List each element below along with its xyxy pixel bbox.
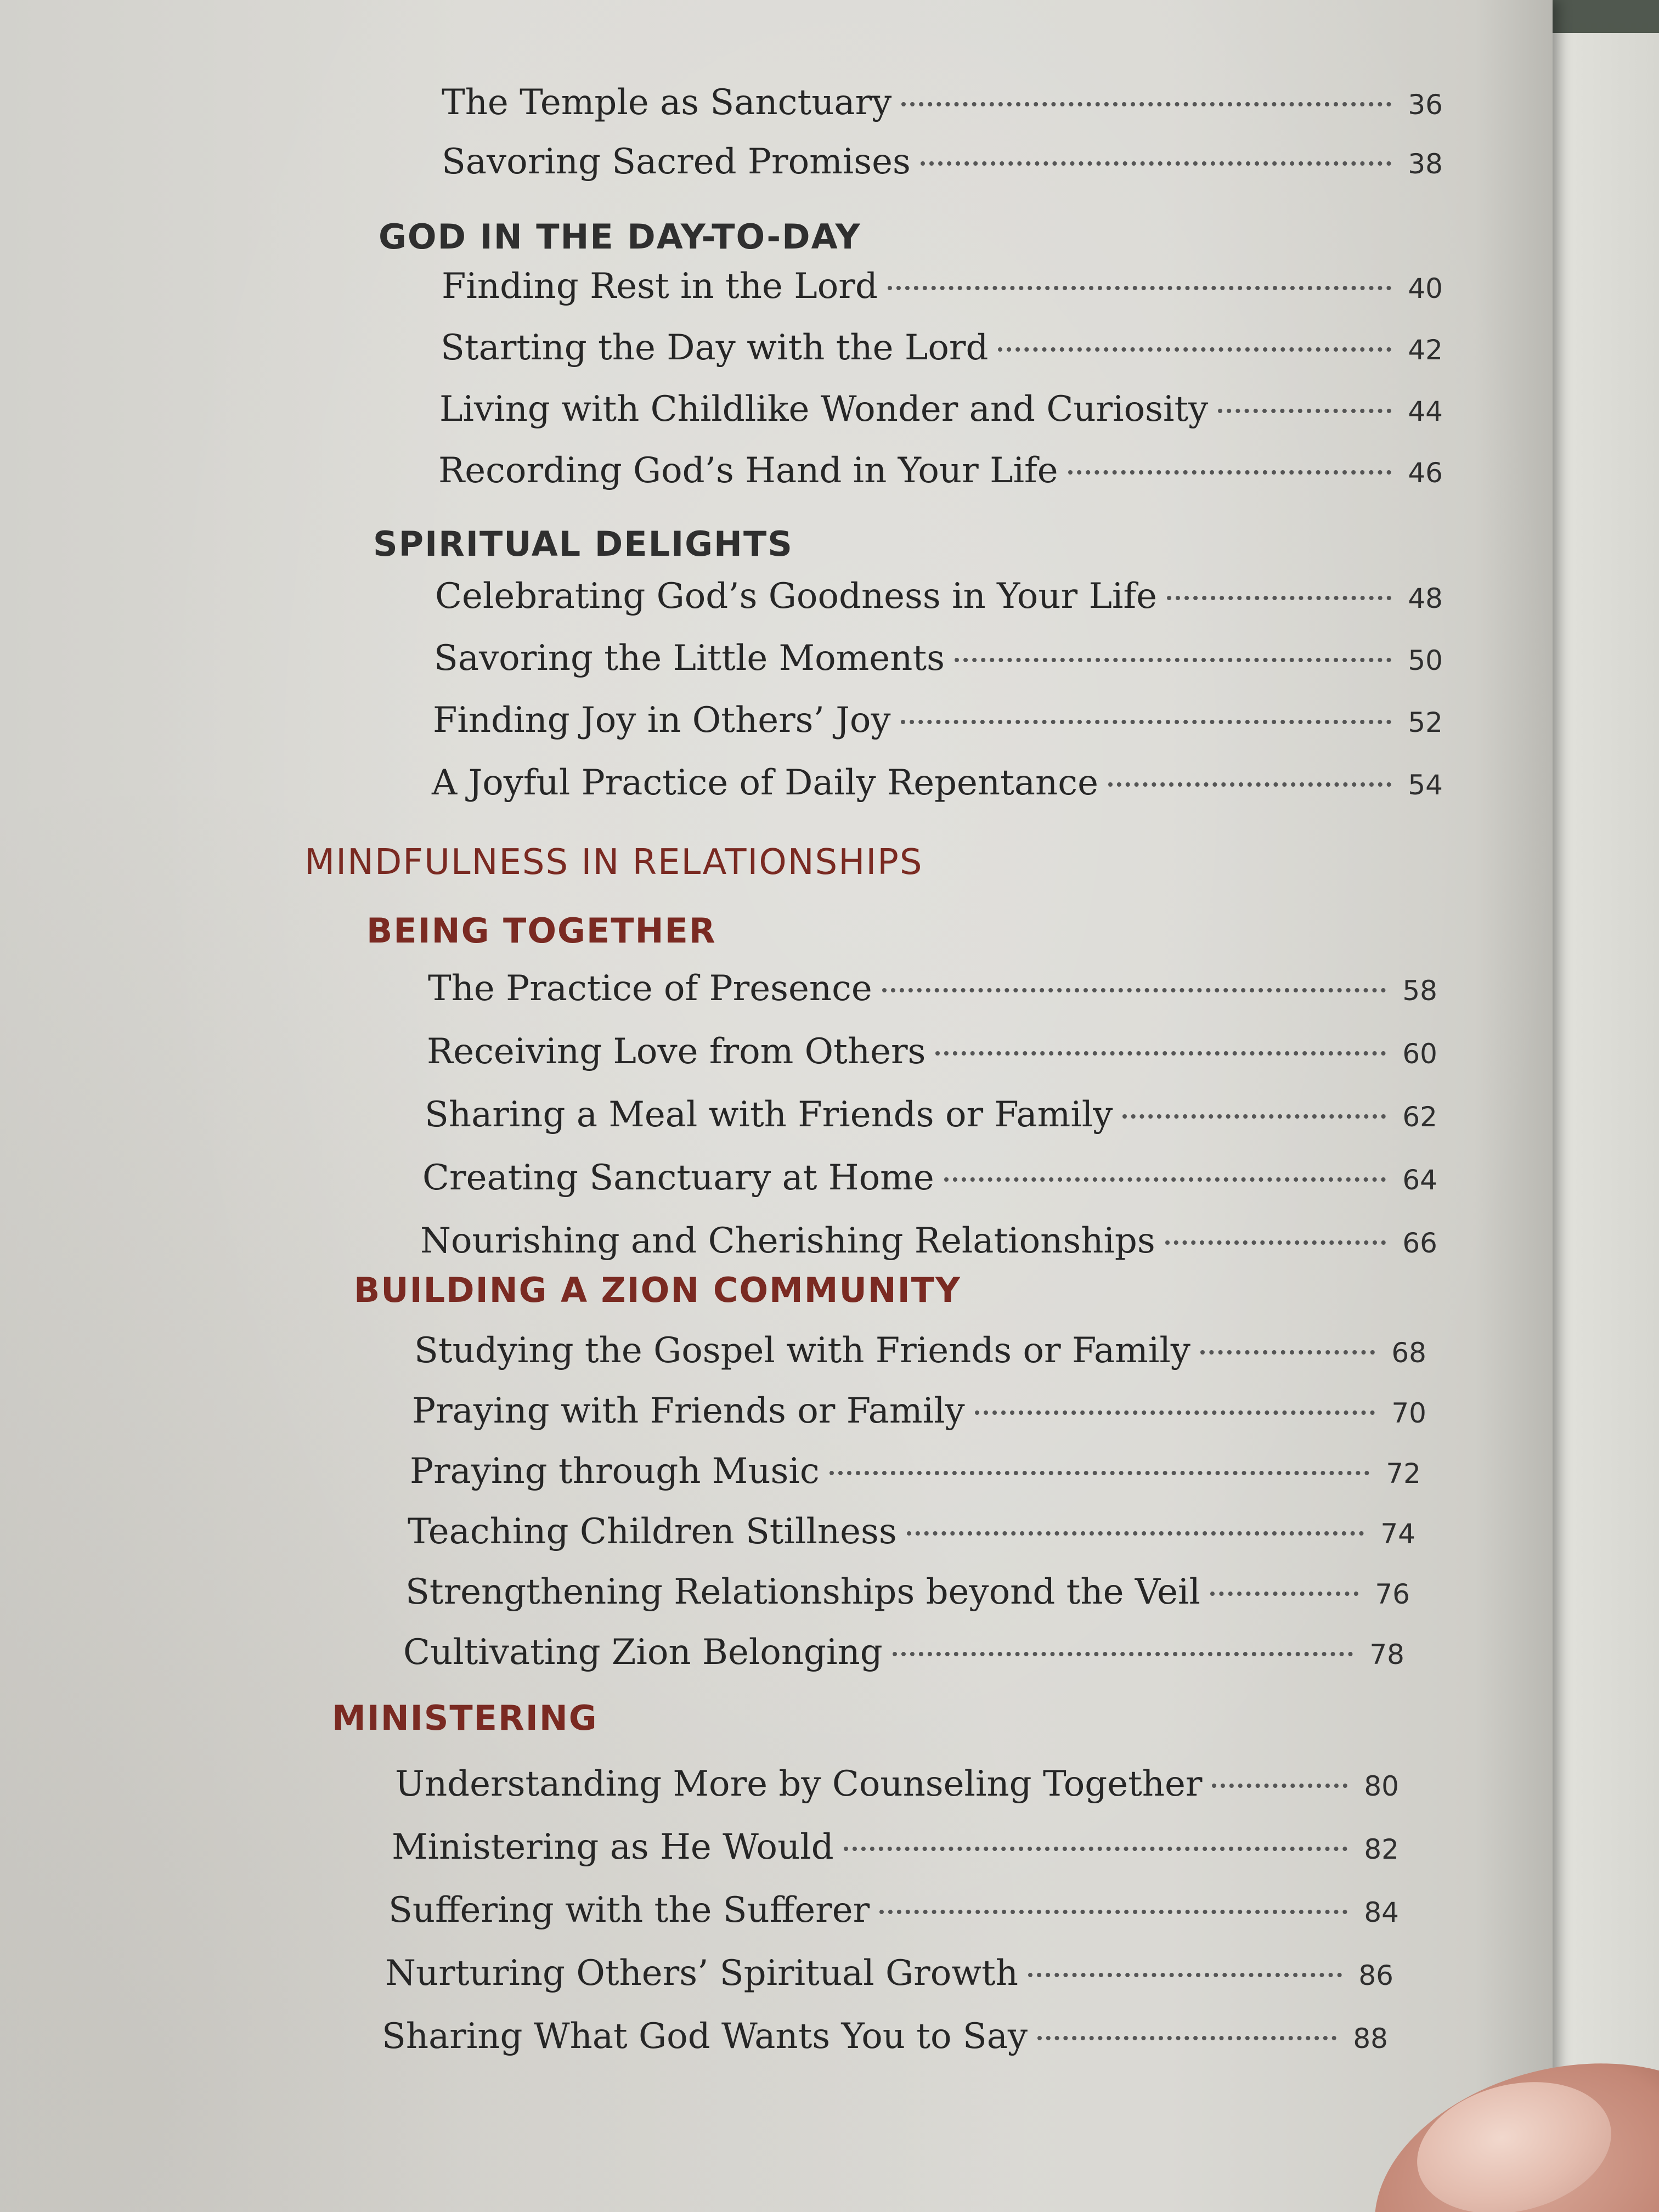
section-heading: MINDFULNESS IN RELATIONSHIPS: [304, 842, 923, 883]
page-number: 70: [1391, 1397, 1426, 1429]
toc-entry: [405, 1572, 1410, 1627]
entry-title: Nourishing and Cherishing Relationships: [420, 1221, 1155, 1261]
page-number: 64: [1402, 1164, 1437, 1196]
entry-title: Creating Sanctuary at Home: [422, 1158, 934, 1198]
toc-entry: [420, 1221, 1437, 1276]
page-number: 86: [1358, 1960, 1393, 1991]
dot-leader: [888, 286, 1391, 290]
page-number: 58: [1402, 975, 1437, 1007]
page-number: 38: [1408, 148, 1443, 180]
page-number: 82: [1364, 1833, 1399, 1865]
page-number: 50: [1408, 645, 1443, 676]
toc-entry: [395, 1764, 1399, 1819]
entry-title: Savoring Sacred Promises: [442, 142, 911, 182]
toc-entry: [382, 2016, 1388, 2071]
toc-entry: [392, 1827, 1399, 1882]
toc-entry: [425, 1094, 1437, 1149]
subsection-heading: GOD IN THE DAY-TO-DAY: [379, 217, 861, 257]
toc-entry: [439, 389, 1443, 444]
entry-title: The Temple as Sanctuary: [442, 82, 892, 123]
subsection-heading: BEING TOGETHER: [366, 911, 716, 951]
toc-entry: [438, 450, 1443, 505]
dot-leader: [1200, 1350, 1375, 1355]
page-number: 60: [1402, 1038, 1437, 1070]
toc-entry: [385, 1953, 1393, 2008]
dot-leader: [901, 720, 1391, 724]
dot-leader: [921, 161, 1391, 166]
toc-entry: [410, 1451, 1421, 1506]
entry-title: Finding Joy in Others’ Joy: [433, 700, 891, 741]
page-number: 68: [1391, 1337, 1426, 1369]
entry-title: Savoring the Little Moments: [434, 638, 945, 679]
page-number: 62: [1402, 1101, 1437, 1133]
entry-title: Suffering with the Sufferer: [388, 1890, 870, 1931]
page-number: 48: [1408, 583, 1443, 614]
page-number: 72: [1386, 1458, 1421, 1489]
entry-title: Understanding More by Counseling Together: [395, 1764, 1203, 1804]
dot-leader: [1210, 1592, 1358, 1596]
entry-title: Cultivating Zion Belonging: [403, 1632, 883, 1673]
dot-leader: [944, 1177, 1386, 1182]
entry-title: Recording God’s Hand in Your Life: [438, 450, 1058, 491]
dot-leader: [882, 988, 1386, 992]
toc-entry: [442, 82, 1443, 137]
toc-entry: [442, 142, 1443, 196]
page-number: 36: [1408, 89, 1443, 121]
dot-leader: [830, 1471, 1369, 1475]
page-number: 46: [1408, 457, 1443, 489]
dot-leader: [935, 1051, 1386, 1056]
dot-leader: [844, 1847, 1347, 1851]
toc-entry: [434, 638, 1443, 693]
toc-entry: [432, 763, 1443, 817]
toc-entry: [433, 700, 1443, 755]
dot-leader: [975, 1410, 1375, 1415]
dot-leader: [893, 1652, 1353, 1656]
entry-title: A Joyful Practice of Daily Repentance: [432, 763, 1098, 803]
page-number: 88: [1353, 2023, 1388, 2055]
dot-leader: [879, 1910, 1347, 1914]
entry-title: Living with Childlike Wonder and Curiosity: [439, 389, 1209, 430]
dot-leader: [1068, 470, 1391, 475]
page-number: 80: [1364, 1770, 1399, 1802]
dot-leader: [1212, 1784, 1347, 1788]
page-number: 78: [1369, 1639, 1404, 1671]
dot-leader: [901, 102, 1391, 106]
subsection-heading: BUILDING A ZION COMMUNITY: [354, 1270, 961, 1310]
toc-entry: [403, 1632, 1404, 1687]
toc-entry: [428, 968, 1437, 1023]
dot-leader: [907, 1531, 1364, 1536]
entry-title: The Practice of Presence: [428, 968, 872, 1009]
page-number: 84: [1364, 1897, 1399, 1928]
dot-leader: [955, 658, 1391, 662]
dot-leader: [1167, 596, 1391, 600]
page-number: 74: [1380, 1518, 1415, 1550]
entry-title: Ministering as He Would: [392, 1827, 834, 1867]
toc-entry: [441, 328, 1443, 382]
entry-title: Receiving Love from Others: [427, 1031, 926, 1072]
toc-entry: [435, 576, 1443, 631]
entry-title: Celebrating God’s Goodness in Your Life: [435, 576, 1157, 617]
toc-entry: [422, 1158, 1437, 1212]
toc-entry: [414, 1330, 1426, 1385]
entry-title: Praying with Friends or Family: [412, 1391, 965, 1431]
dot-leader: [1122, 1114, 1386, 1119]
subsection-heading: SPIRITUAL DELIGHTS: [373, 524, 793, 564]
dot-leader: [998, 347, 1391, 352]
entry-title: Studying the Gospel with Friends or Family: [414, 1330, 1190, 1371]
page-number: 42: [1408, 334, 1443, 366]
page-number: 66: [1402, 1227, 1437, 1259]
entry-title: Finding Rest in the Lord: [442, 266, 878, 307]
dot-leader: [1108, 782, 1391, 787]
page-number: 44: [1408, 396, 1443, 427]
entry-title: Praying through Music: [410, 1451, 820, 1492]
page-number: 52: [1408, 707, 1443, 738]
toc-entry: [442, 266, 1443, 321]
entry-title: Sharing a Meal with Friends or Family: [425, 1094, 1113, 1135]
dot-leader: [1028, 1973, 1342, 1977]
page-number: 40: [1408, 273, 1443, 304]
toc-entry: [412, 1391, 1426, 1446]
toc-entry: [388, 1890, 1399, 1945]
page-number: 76: [1375, 1578, 1410, 1610]
entry-title: Teaching Children Stillness: [408, 1511, 897, 1552]
entry-title: Nurturing Others’ Spiritual Growth: [385, 1953, 1018, 1994]
entry-title: Sharing What God Wants You to Say: [382, 2016, 1028, 2057]
toc-entry: [408, 1511, 1415, 1566]
page-number: 54: [1408, 769, 1443, 801]
entry-title: Strengthening Relationships beyond the Veil: [405, 1572, 1200, 1612]
dot-leader: [1037, 2036, 1336, 2040]
dot-leader: [1218, 409, 1391, 413]
toc-entry: [427, 1031, 1437, 1086]
entry-title: Starting the Day with the Lord: [441, 328, 989, 368]
subsection-heading: MINISTERING: [332, 1698, 598, 1738]
dot-leader: [1165, 1240, 1386, 1245]
